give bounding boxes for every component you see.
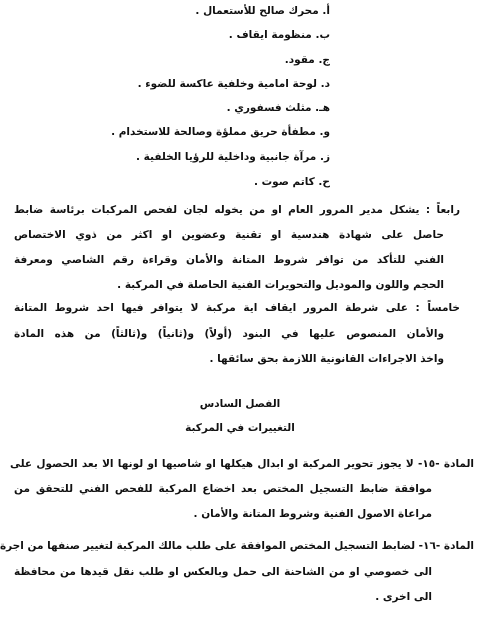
article-line: الى خصوصي او من الشاحنة الى حمل وبالعكس او طلب نقل قيدها من محافظة — [14, 566, 432, 578]
paragraph-line: رابعاً : يشكل مدير المرور العام او من يخوله لجان لفحص المركبات برئاسة ضابط — [14, 204, 460, 216]
list-item: ج. مقود. — [284, 54, 330, 66]
chapter-title: التغييرات في المركبة — [185, 422, 295, 434]
list-item: ز. مرآة جانبية وداخلية للرؤيا الخلفية . — [136, 151, 330, 163]
paragraph-line: الفني للتأكد من توافر شروط المتانة والأمان وقراءة رقم الشاصي ومعرفة — [14, 254, 444, 266]
paragraph-line: خامساً : على شرطة المرور ايقاف اية مركبة لا يتوافر فيها احد شروط المتانة — [14, 302, 460, 314]
paragraph-line: حاصل على شهادة هندسية او تقنية وعضوين او اكثر من ذوي الاختصاص — [14, 229, 444, 241]
paragraph-line: واخذ الاجراءات القانونية اللازمة بحق سائقها . — [209, 353, 444, 365]
article-line: المادة -١٦- لضابط التسجيل المختص الموافقة على طلب مالك المركبة لتغيير صنفها من اجرة — [0, 540, 474, 552]
list-item: و. مطفأة حريق مملؤة وصالحة للاستخدام . — [111, 126, 330, 138]
list-item: ح. كاتم صوت . — [253, 176, 330, 188]
list-item: هـ. مثلث فسفوري . — [226, 102, 330, 114]
article-line: المادة -١٥- لا يجوز تحوير المركبة او ابدال هيكلها او شاصيها او لونها الا بعد الحصول على — [10, 458, 474, 470]
article-line: موافقة ضابط التسجيل المختص بعد اخضاع المركبة للفحص الفني للتحقق من — [14, 483, 432, 495]
article-line: مراعاة الاصول الفنية وشروط المتانة والأمان . — [193, 508, 432, 520]
article-line: الى اخرى . — [375, 591, 432, 603]
list-item: أ. محرك صالح للأستعمال . — [195, 5, 330, 17]
paragraph-line: والأمان المنصوص عليها في البنود (أولاً) و(ثانياً) و(ثالثاً) من هذه المادة — [14, 328, 444, 340]
list-item: د. لوحة امامية وخلفية عاكسة للضوء . — [137, 78, 330, 90]
list-item: ب. منظومة ايقاف . — [228, 29, 330, 41]
chapter-number: الفصل السادس — [199, 398, 281, 410]
paragraph-line: الحجم واللون والموديل والتحويرات الفنية الحاصلة في المركبة . — [117, 279, 444, 291]
